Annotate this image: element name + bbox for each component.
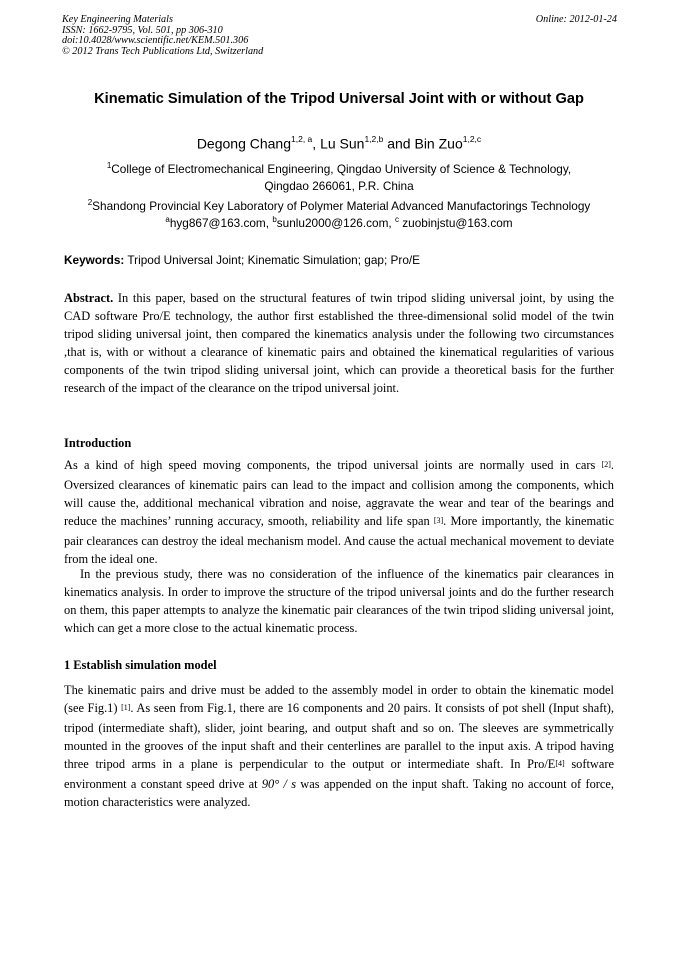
affiliation-text: Qingdao 266061, P.R. China xyxy=(264,179,414,194)
introduction-paragraph-2: In the previous study, there was no consideration of the influence of the kinematics pair clearances in kinematics analysis. In order to improve the structure of the tripod universal joints and do the further research on them, this paper attempts to analyze the kinematic pair clearances of the twin tripod sliding universal joint, which can get a more close to the actual kinematic process. xyxy=(64,567,614,635)
keywords-line xyxy=(64,252,614,268)
journal-name: Key Engineering Materials xyxy=(62,14,173,25)
keywords-label: Keywords: xyxy=(64,253,125,267)
affiliation-mark: 1 xyxy=(106,161,112,170)
email-mark: c xyxy=(395,215,399,224)
author-name: Lu Sun xyxy=(320,135,365,152)
speed-expression: 90° / s xyxy=(261,777,297,791)
paper-title: Kinematic Simulation of the Tripod Universal Joint with or without Gap xyxy=(94,91,584,107)
section-1-heading: 1 Establish simulation model xyxy=(64,658,217,672)
author-separator: , xyxy=(312,135,321,152)
abstract-paragraph xyxy=(64,289,614,397)
journal-header xyxy=(62,15,617,57)
paragraph-text: software environment a constant speed drive at xyxy=(64,757,615,791)
abstract-label: Abstract. xyxy=(64,291,114,305)
affiliation-mark: 2 xyxy=(87,198,93,207)
introduction-paragraph-1 xyxy=(64,456,614,568)
email-address: zuobinjstu@163.com xyxy=(399,215,513,230)
online-date: Online: 2012-01-24 xyxy=(535,14,617,25)
issn-line: ISSN: 1662-9795, Vol. 501, pp 306-310 xyxy=(62,24,223,36)
copyright-line: © 2012 Trans Tech Publications Ltd, Switzerland xyxy=(62,45,264,57)
paragraph-text: The kinematic pairs and drive must be added to the assembly model in order to obtain the kinematic model (see Fig.1) xyxy=(64,683,614,715)
citation-ref: [4] xyxy=(555,759,565,768)
email-address: hyg867@163.com, xyxy=(169,215,273,230)
paragraph-text: . More importantly, the kinematic pair clearances can destroy the ideal mechanism model. And cause the actual mechanical movement to deviate from the ideal one. xyxy=(64,514,614,566)
affiliation-text: College of Electromechanical Engineering, Qingdao University of Science & Technology, xyxy=(111,161,572,176)
keywords-text: Tripod Universal Joint; Kinematic Simulation; gap; Pro/E xyxy=(124,253,421,267)
author-affiliation-mark: 1,2, a xyxy=(291,134,313,144)
citation-ref: [3] xyxy=(433,516,444,525)
paragraph-text: . Oversized clearances of kinematic pairs can lead to the impact and collision among the components, which will cause the, additional mechanical vibration and noise, aggravate the wear and tear of the bearings and reduce the machines’ running accuracy, smooth, reliability and life span xyxy=(64,458,614,528)
author-emails xyxy=(40,211,638,232)
author-affiliation-mark: 1,2,b xyxy=(364,134,384,144)
introduction-heading: Introduction xyxy=(64,436,132,450)
citation-ref: [2] xyxy=(601,460,611,469)
email-mark: a xyxy=(165,215,170,224)
affiliation-1 xyxy=(40,157,638,196)
author-list xyxy=(40,130,638,154)
paragraph-text: was appended on the input shaft. Taking no account of force, motion characteristics were analyzed. xyxy=(64,777,614,809)
paragraph-text: . As seen from Fig.1, there are 16 components and 20 pairs. It consists of pot shell (Input shaft), tripod (intermediate shaft), slider, joint bearing, and output shaft and so on. The sleeves are symmetrically mounted in the grooves of the input shaft and their centerlines are parallel to the input axis. A tripod having three tripod arms in a plane is perpendicular to the output or intermediate shaft. In Pro/E xyxy=(64,701,614,771)
author-separator: and xyxy=(383,135,415,152)
section-1-paragraph xyxy=(64,681,614,811)
email-address: sunlu2000@126.com, xyxy=(276,215,395,230)
abstract-text: In this paper, based on the structural features of twin tripod sliding universal joint, by using the CAD software Pro/E technology, the author first established the three-dimensional solid model of the twin tripod sliding universal joint, then compared the kinematics analysis under the following two circumstances ,that is, with or without a clearance of kinematic pairs and obtained the kinematical regularities of various components of the twin tripod sliding universal joint, which can provide a theoretical basis for the further research of the impact of the clearance on the tripod universal joint. xyxy=(64,291,614,395)
author-name: Bin Zuo xyxy=(414,135,463,152)
email-mark: b xyxy=(272,215,277,224)
paragraph-text: As a kind of high speed moving components, the tripod universal joints are normally used in cars xyxy=(64,458,602,472)
affiliation-text: Shandong Provincial Key Laboratory of Polymer Material Advanced Manufactorings Technology xyxy=(92,198,591,213)
doi-line: doi:10.4028/www.scientific.net/KEM.501.306 xyxy=(62,35,249,47)
author-affiliation-mark: 1,2,c xyxy=(462,134,482,144)
citation-ref: [1] xyxy=(121,703,131,712)
author-name: Degong Chang xyxy=(196,135,291,152)
